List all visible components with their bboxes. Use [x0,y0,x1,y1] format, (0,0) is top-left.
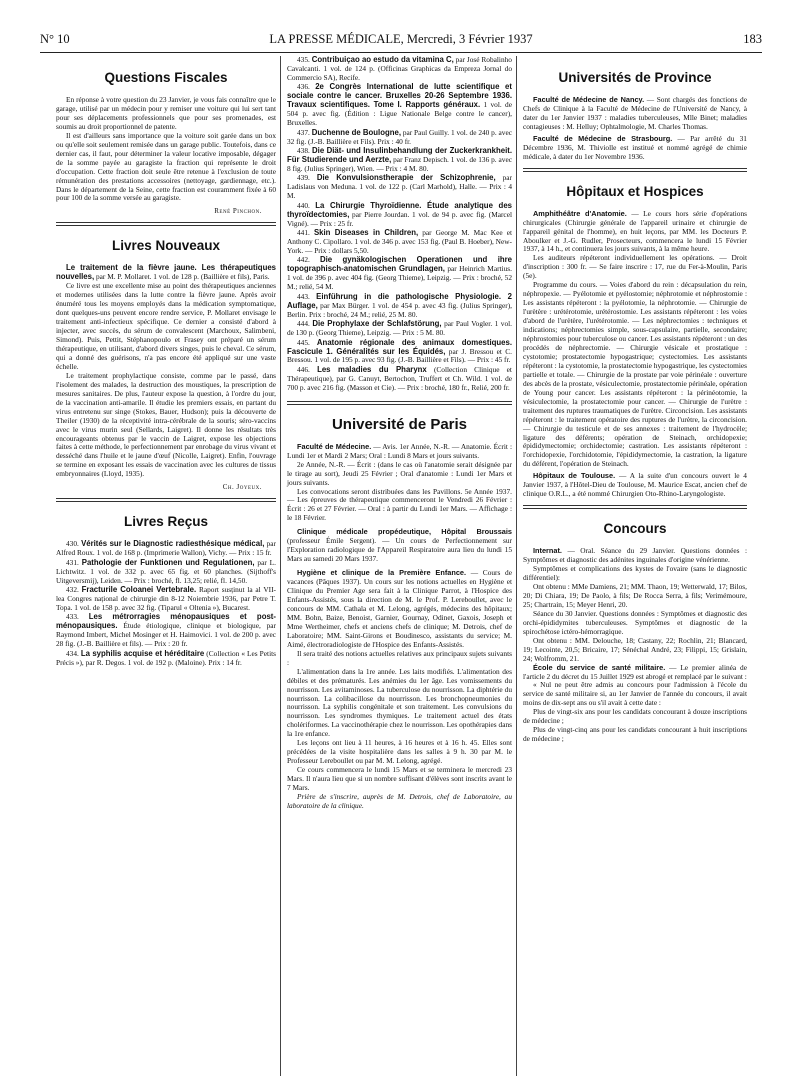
book-entry [287,320,512,338]
book-entry-number: 432. [66,584,79,594]
book-entry-details: par Paul Vogler. 1 vol. de 130 p. (Georg Thieme), Leipzig. — Prix : 5 M. 80. [287,319,512,338]
questions-paragraph: En réponse à votre question du 23 Janvier, je vous fais connaître que le garage, utilisé par un médecin pour y remiser une voiture qui lui sert tant pour ses déplacements professionnels que pour ses promenades, est soumis au droit proportionnel de patente. [56,95,276,131]
column-3 [523,56,747,744]
notice-paragraph [287,528,512,564]
notice-paragraph: Programme du cours. — Voies d'abord du rein : décapsulation du rein, néphropexie. — Pyélotomie et pyélostomie; néphrotomie et néphrostomie : Les assistants répéteront : la pyélotomie, la néphrotomie. — Chirurgie de l'urètère : urétérotomie, urétérostomie. Les assistants répéteront : les voies d'abord de l'urètère, l'urétérotomie. — Les néphrectomies : techniques et indications; néphrectomies simple, sous-capsulaire, partielle, secondaire; néphrostomies pour tuberculose ou cancer. Les assistants répéteront : un des procédés de néphrectomie. — Chirurgie vésicale et prostatique : cystotomie; prostatectomie hypogastrique; cystectomies. Les assistants répéteront : la cystotomie, la prostatectomie hypogastrique, les cystectomies partielle et totale. — Chirurgie de la prostate par voie périnéale : ouverture des abcès de la prostate, vésiculectomie, prostatectomie périnéale, opération de Young pour cancer. Les assistants répéteront : la périnéotomie, la vésiculectomie, la prostatectomie pour cancer. — Chirurgie de l'urètre : traitement des ruptures traumatiques de l'urètre. Circoncision. Les assistants répéteront : le traitement opératoire des ruptures de l'urètre, la circoncision. — Chirurgie du testicule et de ses annexes : traitement de l'hydrocèle; ligature des déférents; opération de Steinach, orchidopexie; épididymectomie; orchidectomie; castration. Les assistants répéteront : l'orchidopexie, l'orchidotomie, l'épididymectomie, la castration, la ligature du déférent, l'opération de Steinach. [523,280,747,469]
book-entry-number: 442. [297,255,310,265]
section-rule [523,505,747,509]
universites-province-title: Universités de Province [558,70,712,85]
book-entry [287,174,512,201]
book-entry-details: (Collection « Les Petits Précis »), par R. Degos. 1 vol. de 192 p. (Maloine). Prix : 14 fr. [56,648,277,667]
notice-paragraph: Plus de vingt-cinq ans pour les candidats concourant à huit inscriptions de médecine ; [523,725,747,744]
section-rule [287,401,512,405]
notice-paragraph: Il sera traité des notions actuelles relatives aux principaux sujets suivants : [287,648,512,667]
book-entry-title: Skin Diseases in Children, [313,228,419,238]
book-entry-title: Die Prophylaxe der Schlafstörung, [312,319,442,329]
book-entry [287,202,512,229]
notice-paragraph: Les leçons ont lieu à 11 heures, à 16 heures et à 16 h. 45. Elles sont précédées de la visite hospitalière dans les salles à 9 h. 30 par M. le Professeur Lereboullet ou par M. M. Lelong, agrégé. [287,738,512,766]
notice-paragraph: L'alimentation dans la 1re année. Les laits modifiés. L'alimentation des débiles et des prématurés. Les anémies du 1er âge. Les vomissements du nourrisson. Les avitaminoses. La tuberculose du nourrisson. La diphtérie du nourrisson. La colibacillose du nourrisson. Les bronchopneumonies du nourrisson. La syphilis congénitale et son traitement. Les convulsions du nourrisson. Les syndromes thymiques. Le traitement actuel des états cholériformes. La vaccinothérapie chez le nourrisson. Les opothérapies dans la 1re enfance. [287,666,512,739]
book-entry-details: par Paul Guilly. 1 vol. de 240 p. avec 32 fig. (J.-B. Baillière et Fils). Prix : 40 fr. [287,127,512,146]
notice-paragraph [523,210,747,255]
book-entry-details: par Pierre Jourdan. 1 vol. de 94 p. avec fig. (Marcel Vigné). — Prix : 25 fr. [287,209,512,228]
notice-heading: Internat. [533,546,562,556]
book-entry-number: 435. [297,55,310,64]
book-entry [56,586,276,613]
concours-title: Concours [603,521,667,537]
book-entry-title: La syphilis acquise et héréditaire [80,648,205,658]
book-entry-details: par Franz Depisch. 1 vol. de 136 p. avec 8 fig. (Julius Springer), Wien. — Prix : 4 M. 80. [287,154,512,173]
notice-text: — Le premier alinéa de l'article 2 du décret du 15 Juillet 1929 est abrogé et remplacé par le suivant : [523,662,747,681]
book-entry-number: 438. [297,146,310,156]
book-entry-details: 1 vol. de 504 p. avec fig. (Édition : Ligue Nationale Belge contre le cancer), Bruxelles. [287,100,512,128]
book-entry-title: Duchenne de Boulogne, [311,127,401,137]
section-rule [56,222,276,226]
notice-paragraph: Symptômes et complications des kystes de l'ovaire (sans le diagnostic différentiel): [523,564,747,583]
review-signature: Ch. Joyeux. [222,483,262,492]
book-entry [287,229,512,256]
book-entry-number: 437. [297,127,310,137]
book-entry [287,147,512,174]
livres-nouveaux-title: Livres Nouveaux [111,238,221,254]
notice-text: (professeur Émile Sergent). — Un cours de Perfectionnement sur l'Exploration radiologique de l'Appareil Respiratoire aura lieu du lundi 15 Mars au samedi 20 Mars 1937. [287,536,512,564]
book-entry [287,293,512,320]
book-entry-title: Les métrorragies ménopausiques et post-ménopausiques. [56,612,276,631]
notice-paragraph [523,664,747,682]
issue-number: N° 10 [40,32,70,46]
book-entry-details: par José Robalinho Cavalcanti. 1 vol. de 124 p. (Officinas Graphicas da Empreza Jornal do Commercio SA), Recife. [287,55,512,82]
book-entry [56,650,276,668]
book-entry-number: 445. [297,337,310,347]
book-title: Le traitement de la fièvre jaune. Les thérapeutiques nouvelles, [56,263,276,282]
book-entry [287,366,512,393]
book-entry-number: 440. [297,200,310,210]
received-books-list-continued [287,56,512,393]
book-entry [56,540,276,558]
notice-paragraph: Ont obtenu : MMe Damiens, 21; MM. Thaon, 19; Wetterwald, 17; Bilos, 20; Di Chiara, 19; De Paolo, à fils; De Rocca Serra, à fils; Verimémoure, 25; Chartrain, 15; Meyer Henri, 20. [523,581,747,609]
notice-paragraph: Les auditeurs répéteront individuellement les opérations. — Droit d'inscription : 300 fr. — Se faire inscrire : 17, rue du Fer-à-Moulin, Paris (5e). [523,253,747,281]
notice-text: — Sont chargés des fonctions de Chefs de Clinique à la Faculté de Médecine de l'Université de Nancy, à dater du 1er Janvier 1937 : maladies tuberculeuses, Mlle Binet; maladies contagieuses : M. Helluy; Ophtalmologie, M. Charles Thomas. [523,95,747,131]
column-divider-1 [280,56,281,1076]
book-entry-details: par L. Lichtwitz. 1 vol. de 332 p. avec 65 fig. et 60 planches. (Sijthoff's Uitgeversmij), Leiden. — Prix : broché, fl. 13,25; relié, fl. 14,50. [56,557,277,585]
book-entry-details: par Alfred Roux. 1 vol. de 168 p. (Imprimerie Wallon), Vichy. — Prix : 15 fr. [56,539,276,558]
book-entry-title: 2e Congrès International de lutte scientifique et sociale contre le cancer. Bruxelles 20-26 Septembre 1936. Travaux scientifiques. Tome I. Rapports généraux. [287,82,512,110]
notice-paragraph: Les convocations seront distribuées dans les Pavillons. 5e Année 1937. — Les épreuves de thérapeutique commenceront le Vendredi 26 Février : Écrit : 26 et 27 Février. — Oral : à partir du Lundi 1er Mars. — Affichage : le 18 Février. [287,486,512,523]
book-entry-title: Contribuiçao ao estudo da vitamina C, [311,55,454,64]
book-entry-details: par Max Bürger. 1 vol. de 454 p. avec 43 fig. (Julius Springer), Berlin. Prix : broché, 24 M.; relié, 25 M. 80. [287,300,512,319]
header-rule [40,52,762,53]
notice-heading: École du service de santé militaire. [533,662,666,672]
notice-text: — Oral. Séance du 29 Janvier. Questions données : Symptômes et diagnostic des adénites inguinales d'origine vénérienne. [523,546,747,565]
book-entry-details: par George M. Mac Kee et Anthony C. Cipollaro. 1 vol. de 346 p. avec 153 fig. (Paul B. Hoeber), New-York. — Prix : dollars 5,50. [287,228,512,256]
notice-paragraph: Séance du 30 Janvier. Questions données : Symptômes et diagnostic des orchi-épididymites tuberculeuses. Symptômes et diagnostic de la spirochétose ictéro-hémorragique. [523,608,747,636]
notice-heading: Faculté de Médecine de Strasbourg. [533,133,673,143]
notice-text: — Le cours hors série d'opérations chirurgicales (Chirurgie générale de l'appareil urinaire et chirurgie de l'appareil génital de l'homme), en huit leçons, par MM. les Docteurs P. Aboulker et J.-G. Rudler, Prosecteurs, commencera le lundi 15 Février 1937, à 14 h., et continuera les jours suivants, à la même heure. [523,208,748,254]
notice-heading: Hôpitaux de Toulouse. [533,471,616,481]
notice-paragraph: 2e Année, N.-R. — Écrit : (dans le cas où l'anatomie serait désignée par le tirage au sort), Jeudi 25 Février ; Oral d'anatomie : Lundi 1er Mars et jours suivants. [287,459,512,487]
hopitaux-hospices-title: Hôpitaux et Hospices [566,183,704,199]
book-entry [287,83,512,128]
book-entry-title: Fracturile Coloanei Vertebrale. [81,584,197,594]
notice-paragraph: « Nul ne peut être admis au concours pour l'admission à l'école du service de santé militaire si, au 1er Janvier de l'année du concours, il avait moins de dix-sept ans ou s'il avait à cette date : [523,680,747,708]
notice-paragraph: Ont obtenu : MM. Delouche, 18; Castany, 22; Rochlin, 21; Blancard, 19; Lecointe, 20,5; Bricaire, 17; Sénéchal André, 23; Filippi, 15; Grislain, 24; Wolfromm, 21. [523,635,747,663]
book-entry-details: Étude étiologique, clinique et biologique, par Raymond Imbert, Michel Mosinger et H. Haimovici. 1 vol. de 200 p. avec 28 fig. (J.-B. Baillière et fils). — Prix : 20 fr. [56,621,276,649]
journal-title-date: LA PRESSE MÉDICALE, Mercredi, 3 Février 1937 [269,32,533,46]
notice-paragraph [523,96,747,132]
notice-text: — Par arrêté du 31 Décembre 1936, M. Thiviolle est institué et nommé agrégé de chimie médicale, à dater du 1er Novembre 1936. [523,133,747,161]
book-entry-number: 434. [66,648,79,658]
book-entry-title: Pathologie der Funktionen und Regulationen, [81,557,255,567]
book-entry [287,339,512,366]
notice-paragraph: Prière de s'inscrire, auprès de M. Detrois, chef de Laboratoire, au laboratoire de la clinique. [287,791,512,810]
livres-recus-title: Livres Reçus [123,514,209,530]
book-entry [287,129,512,147]
notice-paragraph [523,135,747,162]
book-entry-details: par J. Bressou et C. Bressou. 1 vol. de 195 p. avec 93 fig. (J.-B. Baillière et Fils). — Prix : 45 fr. [287,346,513,365]
book-entry-title: Die gynäkologischen Operationen und ihre topographisch-anatomischen Grundlagen, [287,255,513,274]
book-entry-details: par Heinrich Martius. 1 vol. de 396 p. avec 404 fig. (Georg Thieme), Leipzig. — Prix : broché, 52 M.; relié, 54 M. [287,264,512,292]
book-entry-title: Anatomie régionale des animaux domestiques. Fascicule 1. Généralités sur les Équidés, [287,337,512,356]
book-review-heading [56,264,276,282]
received-books-list [56,540,276,667]
book-entry-number: 430. [66,539,79,549]
questions-signature: René Pinchon. [214,207,262,216]
notice-paragraph: Ce cours commencera le lundi 15 Mars et se terminera le mercredi 23 Mars. Il n'aura lieu que si un nombre suffisant d'élèves sont inscrits avant le 7 Mars. [287,765,512,793]
section-rule [523,168,747,172]
book-entry-title: Vérités sur le Diagnostic radiesthésique médical, [81,539,265,549]
book-entry-details: Raport susținut la al VII-lea Congres național de chirurgie din 8-12 Noiembrie 1936, par Petre T. Topa. 1 vol. de 158 p. avec 32 fig. (Tiparul « Oltenia »), Bucarest. [56,584,276,612]
questions-paragraph: Il est d'ailleurs sans importance que la voiture soit garée dans un box ou qu'elle soit seulement remisée dans un garage public. Toutefois, dans ce dernier cas, il faut, pour déterminer la valeur locative imposable, dégager de la somme payée au garagiste la fraction qui représente le droit d'occupation. Cette fraction doit seule être retenue à l'exclusion de toute rémunération des prestations accessoires (nettoyage, gardiennage, etc.). Dans le département de la Seine, cette fraction est couramment fixée à 60 pour 100 de la somme versée au garagiste. [56,130,276,203]
notice-paragraph [523,547,747,565]
notice-text: — A la suite d'un concours ouvert le 4 Janvier 1937, à l'Hôtel-Dieu de Toulouse, M. Maurice Escat, ancien chef de clinique O.R.L., a été nommé Chirurgien Oto-Rhino-Laryngologiste. [523,471,747,499]
column-divider-2 [516,56,517,1076]
book-entry-title: Les maladies du Pharynx [317,364,427,374]
book-entry-title: Die Konvulsionstherapie der Schizophrenie, [316,173,496,183]
book-entry [287,56,512,83]
column-1 [56,56,276,668]
universite-paris-title: Université de Paris [331,415,468,433]
page-header [40,32,762,48]
notice-paragraph [523,472,747,499]
book-entry-number: 436. [297,82,310,92]
book-entry-number: 439. [297,173,310,183]
review-paragraph: Le traitement prophylactique consiste, comme par le passé, dans l'isolement des malades, la destruction des moustiques, la prescription de mesures sanitaires. De plus, l'auteur expose la question, à l'ordre du jour, de la vaccination anti-amarile. Il étudie les premiers essais, en partant du virus entretenu sur singe (Stokes, Bauer, Hudson); puis la découverte de Theiler (1930) de la réceptivité intra-cérébrale de la souris; séro-vaccins avec le virus murin seul (Sellards, Laigret). Il donne les résultats très encourageants obtenus par le vaccin de Laigret, expose les objections faites à cette méthode, le perfectionnement par enrobage du virus vivant et desséché dans l'huile et le jaune d'œuf (Nicolle, Laigret). Enfin, l'ouvrage se termine en exposant les essais de vaccination avec les cultures de tissus embryonnaires (Lloyd, 1935). [56,370,276,479]
review-paragraph: Ce livre est une excellente mise au point des thérapeutiques anciennes et modernes utilisées dans la lutte contre la fièvre jaune. Après avoir énuméré tous les moyens employés dans la médication symptomatique, dont quelques-uns peuvent encore rendre service, P. Mollaret envisage le traitement anti-infectieux spécifique. Ce dernier a consisté d'abord à injecter, avec succès, du sérum de convalescent (Marchoux, Salimbeni, Simond). Puis, Pettit, Stéphanopoulo et Frasey ont préparé un sérum thérapeutique, en utilisant, d'abord divers singes, puis le cheval. Ce sérum, qui a donné des guérisons, n'a pas encore été appliqué sur une vaste échelle. [56,281,276,371]
book-entry-details: par Ladislaus von Meduna. 1 vol. de 122 p. (Carl Marhold), Halle. — Prix : 4 M. [287,173,512,201]
notice-text: — Cours de vacances (Pâques 1937). Un cours sur les notions actuelles en Hygiène et Clinique du Premier Age sera fait à la Clinique Parrot, à l'Hospice des Enfants-Assistés, sous la direction de M. le Prof. P. Lereboullet, avec le concours de MM. Cathala et M. Lelong, agrégés, médecins des hôpitaux; MM. Bohn, Baize, Benoist, Garnier, Gournay, Odinet, Gaxois, Joseph et Mme Wertheimer, chefs et anciens chefs de clinique; M. Detrois, chef de Laboratoire; MM. Saint-Girons et Boudinesco, assistants du service; M. Aimé, électroradiologiste de l'Hospice des Enfants-Assistés. [287,568,512,649]
notice-heading: Faculté de Médecine de Nancy. [533,95,645,104]
book-entry-number: 443. [297,291,310,301]
notice-paragraph [287,569,512,650]
section-rule [56,498,276,502]
notice-paragraph: Plus de vingt-six ans pour les candidats concourant à douze inscriptions de médecine ; [523,707,747,726]
page-number: 183 [743,32,762,46]
book-entry-title: La Chirurgie Thyroïdienne. Étude analytique des thyroïdectomies, [287,200,512,219]
book-entry [287,256,512,292]
book-entry-number: 444. [297,319,310,329]
book-entry-number: 441. [297,228,310,238]
notice-paragraph [287,443,512,461]
book-entry [56,559,276,586]
book-entry [56,613,276,649]
book-entry-details: (Collection Clinique et Thérapeutique), par G. Canuyt, Bertochon, Truffert et Ch. Wild. 1 vol. de 700 p. avec 216 fig. (Masson et Cie). — Prix : broché, 180 fr., Relié, 200 fr. [287,364,512,392]
book-entry-number: 431. [66,557,79,567]
book-entry-number: 433. [66,612,79,622]
book-details: par M. P. Mollaret. 1 vol. de 128 p. (Baillière et fils), Paris. [94,272,270,282]
notice-text: — Avis. 1er Année, N.-R. — Anatomie. Écrit : Lundi 1er et Mardi 2 Mars; Oral : Lundi 8 Mars et jours suivants. [287,441,512,460]
column-2 [287,56,512,811]
book-entry-number: 446. [297,364,310,374]
notice-heading: Amphithéâtre d'Anatomie. [533,208,627,218]
book-entry-title: Einführung in die pathologische Physiologie. 2 Auflage, [287,291,512,310]
questions-fiscales-title: Questions Fiscales [104,70,228,85]
notice-heading: Clinique médicale propédeutique, Hôpital Broussais [297,527,512,537]
notice-heading: Faculté de Médecine. [297,441,372,451]
notice-heading: Hygiène et clinique de la Première Enfance. [297,568,467,578]
book-entry-title: Die Diät- und Insulinbehandlung der Zuckerkrankheit. Für Studierende und Aerzte, [287,146,512,164]
